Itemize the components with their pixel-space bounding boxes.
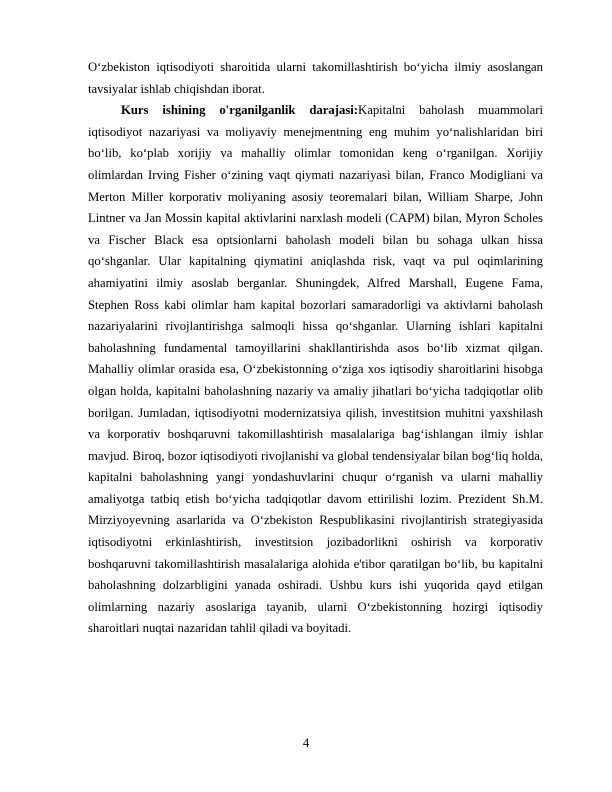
document-body [88,57,543,640]
paragraph-intro-continuation: O‘zbekiston iqtisodiyoti sharoitida ularni takomillashtirish bo‘yicha ilmiy asoslangan tavsiyalar ishlab chiqishdan iborat. [88,60,543,96]
page-number: 4 [302,736,310,750]
section-heading: Kurs ishining o'rganilganlik darajasi: [121,103,359,118]
paragraph-body-text: Kapitalni baholash muammolari iqtisodiyot nazariyasi va moliyaviy menejmentning eng muhim yo‘nalishlaridan biri bo‘lib, ko‘plab xorijiy va mahalliy olimlar tomonidan keng o‘rganilgan. Xorijiy olimlardan Irving Fisher o‘zining vaqt qiymati nazariyasi bilan, Franco Modigliani va Merton Miller korporativ moliyaning asosiy teoremalari bilan, William Sharpe, John Lintner va Jan Mossin kapital aktivlarini narxlash modeli (CAPM) bilan, Myron Scholes va Fischer Black esa optsionlarni baholash modeli bilan bu sohaga ulkan hissa qo‘shganlar. Ular kapitalning qiymatini aniqlashda risk, vaqt va pul oqimlarining ahamiyatini ilmiy asoslab berganlar. Shuningdek, Alfred Marshall, Eugene Fama, Stephen Ross kabi olimlar ham kapital bozorlari samaradorligi va aktivlarni baholash nazariyalarini rivojlantirishga salmoqli hissa qo‘shganlar. Ularning ishlari kapitalni baholashning fundamental tamoyillarini shakllantirishda asos bo‘lib xizmat qilgan. Mahalliy olimlar orasida esa, O‘zbekistonning o‘ziga xos iqtisodiy sharoitlarini hisobga olgan holda, kapitalni baholashning nazariy va amaliy jihatlari bo‘yicha tadqiqotlar olib borilgan. Jumladan, iqtisodiyotni modernizatsiya qilish, investitsion muhitni yaxshilash va korporativ boshqaruvni takomillashtirish masalalariga bag‘ishlangan ilmiy ishlar mavjud. Biroq, bozor iqtisodiyoti rivojlanishi va global tendensiyalar bilan bog‘liq holda, kapitalni baholashning yangi yondashuvlarini chuqur o‘rganish va ularni mahalliy amaliyotga tatbiq etish bo‘yicha tadqiqotlar davom ettirilishi lozim. Prezident Sh.M. Mirziyoyevning asarlarida va O‘zbekiston Respublikasini rivojlantirish strategiyasida iqtisodiyotni erkinlashtirish, investitsion jozibadorlikni oshirish va korporativ boshqaruvni takomillashtirish masalalariga alohida e'tibor qaratilgan bo‘lib, bu kapitalni baholashning dolzarbligini yanada oshiradi. Ushbu kurs ishi yuqorida qayd etilgan olimlarning nazariy asoslariga tayanib, ularni O‘zbekistonning hozirgi iqtisodiy sharoitlari nuqtai nazaridan tahlil qiladi va boyitadi. [88,103,543,636]
paragraph-research-extent [88,100,543,640]
